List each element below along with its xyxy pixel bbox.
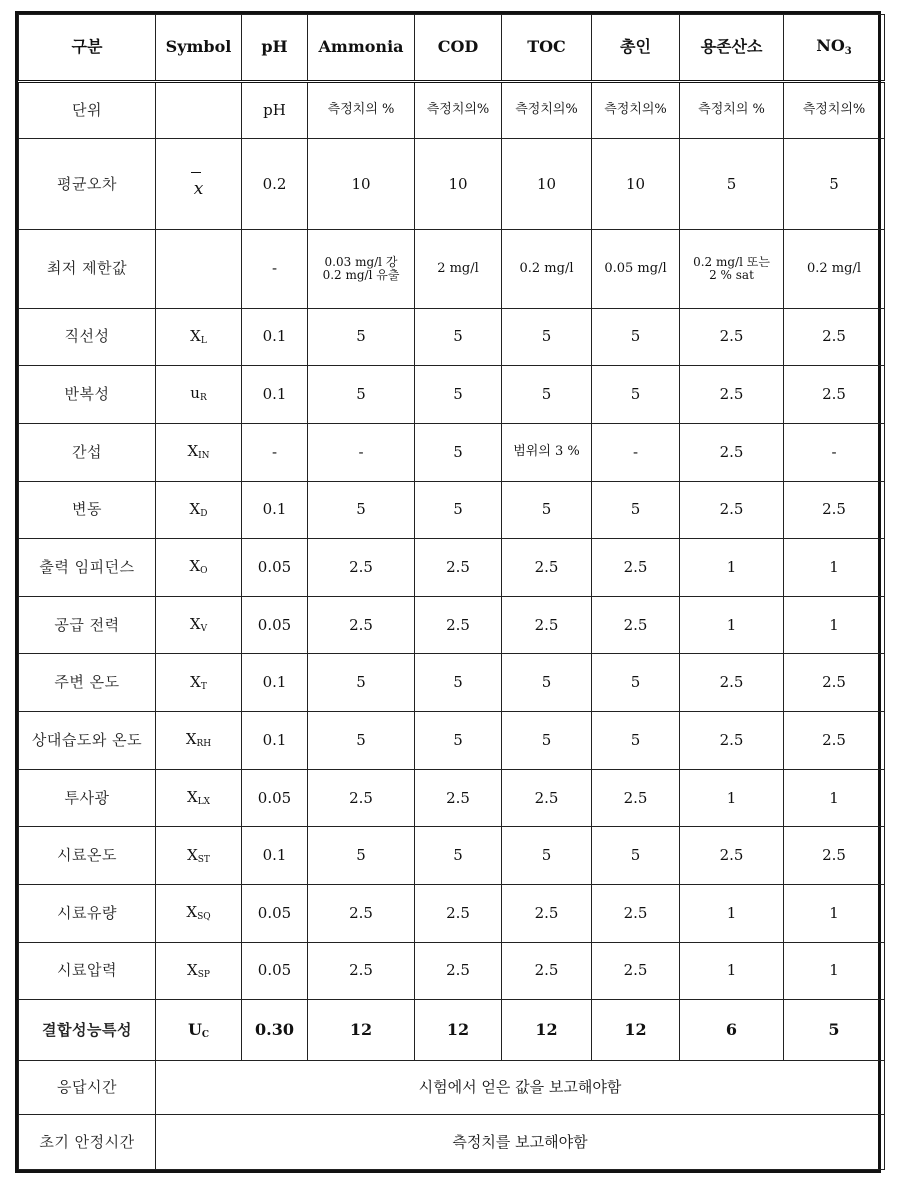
table-row	[19, 82, 885, 139]
row-label: 결합성능특성	[19, 1000, 156, 1061]
no3-cell: 1	[784, 769, 885, 827]
symbol-base: X	[185, 730, 197, 749]
table-row	[19, 769, 885, 827]
row-label: 투사광	[19, 769, 156, 827]
symbol-cell	[156, 139, 242, 230]
no3-cell: 2.5	[784, 654, 885, 712]
toc-cell: 2.5	[502, 885, 592, 943]
no3-cell: 1	[784, 942, 885, 1000]
total-p-cell: 5	[592, 481, 680, 539]
symbol-subscript: SP	[197, 969, 210, 980]
total-p-cell: -	[592, 423, 680, 481]
no3-cell: 2.5	[784, 366, 885, 424]
symbol-base: u	[190, 384, 200, 403]
do-cell: 측정치의 %	[680, 82, 784, 139]
do-cell: 1	[680, 539, 784, 597]
symbol-subscript: D	[200, 508, 208, 519]
symbol-base: X	[189, 614, 201, 633]
header-row	[19, 15, 885, 82]
ammonia-cell: 2.5	[308, 885, 415, 943]
toc-cell: 0.2 mg/l	[502, 230, 592, 308]
symbol-cell	[156, 366, 242, 424]
symbol-base: X	[190, 672, 201, 691]
symbol-cell	[156, 308, 242, 366]
header-cod: COD	[415, 15, 502, 82]
toc-cell: 2.5	[502, 596, 592, 654]
symbol-subscript: IN	[198, 451, 210, 462]
table-row	[19, 885, 885, 943]
total-p-cell: 0.05 mg/l	[592, 230, 680, 308]
do-line-1: 0.2 mg/l 또는	[693, 255, 770, 270]
total-p-cell: 2.5	[592, 596, 680, 654]
row-label: 시료온도	[19, 827, 156, 885]
cod-cell: 5	[415, 481, 502, 539]
ph-cell: 0.05	[242, 942, 308, 1000]
ph-cell: 0.1	[242, 654, 308, 712]
table-row	[19, 366, 885, 424]
total-p-cell: 5	[592, 712, 680, 770]
symbol-subscript: C	[201, 1029, 210, 1040]
cod-cell: 12	[415, 1000, 502, 1061]
table-row	[19, 539, 885, 597]
row-label: 변동	[19, 481, 156, 539]
no3-cell: -	[784, 423, 885, 481]
ammonia-cell: -	[308, 423, 415, 481]
ph-cell: 0.05	[242, 885, 308, 943]
symbol-cell	[156, 82, 242, 139]
header-symbol: Symbol	[156, 15, 242, 82]
ammonia-cell: 2.5	[308, 539, 415, 597]
table-row	[19, 139, 885, 230]
total-p-cell: 10	[592, 139, 680, 230]
cod-cell: 2.5	[415, 885, 502, 943]
ph-cell: 0.1	[242, 308, 308, 366]
no3-cell: 2.5	[784, 481, 885, 539]
ammonia-cell: 5	[308, 654, 415, 712]
do-cell: 2.5	[680, 827, 784, 885]
ph-cell: 0.05	[242, 539, 308, 597]
no3-cell: 5	[784, 139, 885, 230]
header-toc: TOC	[502, 15, 592, 82]
toc-cell: 5	[502, 366, 592, 424]
do-cell: 6	[680, 1000, 784, 1061]
total-p-cell: 2.5	[592, 885, 680, 943]
row-label: 공급 전력	[19, 596, 156, 654]
symbol-subscript: V	[200, 623, 208, 634]
ph-cell: 0.1	[242, 712, 308, 770]
row-label: 상대습도와 온도	[19, 712, 156, 770]
performance-table	[18, 14, 885, 1170]
no3-cell: 5	[784, 1000, 885, 1061]
toc-cell: 5	[502, 712, 592, 770]
symbol-cell	[156, 1000, 242, 1061]
ammonia-line-1: 0.03 mg/l 강	[324, 255, 398, 270]
no3-cell: 1	[784, 885, 885, 943]
response-time-row	[19, 1061, 885, 1115]
total-p-cell: 5	[592, 654, 680, 712]
symbol-subscript: ST	[197, 854, 210, 865]
toc-cell: 5	[502, 827, 592, 885]
do-cell: 1	[680, 942, 784, 1000]
row-label: 출력 임피던스	[19, 539, 156, 597]
do-cell: 2.5	[680, 308, 784, 366]
symbol-subscript: O	[200, 566, 208, 577]
do-cell: 2.5	[680, 481, 784, 539]
row-label: 단위	[19, 82, 156, 139]
row-label: 평균오차	[19, 139, 156, 230]
no3-base: NO	[816, 36, 845, 56]
cod-cell: 5	[415, 712, 502, 770]
symbol-cell	[156, 230, 242, 308]
toc-cell: 2.5	[502, 769, 592, 827]
row-label: 시료유량	[19, 885, 156, 943]
table-row	[19, 481, 885, 539]
toc-cell: 10	[502, 139, 592, 230]
ph-cell: 0.05	[242, 596, 308, 654]
header-ammonia: Ammonia	[308, 15, 415, 82]
symbol-base: X	[187, 442, 199, 461]
cod-cell: 10	[415, 139, 502, 230]
cod-cell: 5	[415, 423, 502, 481]
toc-cell: 5	[502, 654, 592, 712]
row-label: 초기 안정시간	[19, 1115, 156, 1170]
ph-cell: 0.30	[242, 1000, 308, 1061]
ph-cell: 0.1	[242, 827, 308, 885]
symbol-base: X	[189, 557, 201, 576]
total-p-cell: 측정치의%	[592, 82, 680, 139]
ph-cell: -	[242, 230, 308, 308]
symbol-cell	[156, 827, 242, 885]
do-cell: 2.5	[680, 366, 784, 424]
row-label: 응답시간	[19, 1061, 156, 1115]
cod-cell: 5	[415, 366, 502, 424]
ammonia-cell: 5	[308, 366, 415, 424]
symbol-subscript: RH	[196, 739, 212, 750]
table-row	[19, 654, 885, 712]
ammonia-cell: 2.5	[308, 942, 415, 1000]
symbol-base: X	[186, 903, 198, 922]
cod-cell: 2.5	[415, 539, 502, 597]
ammonia-cell: 측정치의 %	[308, 82, 415, 139]
symbol-cell	[156, 481, 242, 539]
symbol-base: X	[190, 326, 201, 345]
toc-cell: 측정치의%	[502, 82, 592, 139]
symbol-cell	[156, 654, 242, 712]
no3-cell: 2.5	[784, 827, 885, 885]
row-label: 시료압력	[19, 942, 156, 1000]
cod-cell: 2.5	[415, 596, 502, 654]
table-row	[19, 942, 885, 1000]
ph-cell: 0.1	[242, 366, 308, 424]
symbol-base: X	[189, 499, 201, 518]
cod-cell: 2.5	[415, 942, 502, 1000]
header-total-phosphorus: 총인	[592, 15, 680, 82]
no3-cell: 1	[784, 539, 885, 597]
symbol-cell	[156, 423, 242, 481]
toc-cell: 2.5	[502, 539, 592, 597]
cod-cell: 측정치의%	[415, 82, 502, 139]
symbol-subscript: T	[200, 681, 207, 692]
total-p-cell: 5	[592, 827, 680, 885]
cod-cell: 5	[415, 827, 502, 885]
do-cell: 2.5	[680, 654, 784, 712]
ammonia-cell	[308, 230, 415, 308]
no3-cell: 측정치의%	[784, 82, 885, 139]
ammonia-line-2: 0.2 mg/l 유출	[322, 268, 400, 283]
symbol-cell	[156, 712, 242, 770]
row-label: 주변 온도	[19, 654, 156, 712]
row-label: 반복성	[19, 366, 156, 424]
total-p-cell: 2.5	[592, 539, 680, 597]
ph-cell: -	[242, 423, 308, 481]
table-row	[19, 230, 885, 308]
table-row	[19, 712, 885, 770]
do-cell: 1	[680, 769, 784, 827]
total-p-cell: 12	[592, 1000, 680, 1061]
symbol-base: X	[186, 787, 198, 806]
symbol-cell	[156, 769, 242, 827]
ammonia-cell: 2.5	[308, 769, 415, 827]
no3-cell: 2.5	[784, 712, 885, 770]
cod-cell: 5	[415, 654, 502, 712]
performance-table-frame	[15, 11, 881, 1173]
ammonia-cell: 5	[308, 481, 415, 539]
do-cell: 2.5	[680, 712, 784, 770]
symbol-cell	[156, 539, 242, 597]
no3-cell: 0.2 mg/l	[784, 230, 885, 308]
symbol-base: U	[187, 1019, 202, 1039]
symbol-cell	[156, 942, 242, 1000]
response-time-text: 시험에서 얻은 값을 보고해야함	[156, 1061, 885, 1115]
total-p-cell: 5	[592, 308, 680, 366]
stabilization-time-row	[19, 1115, 885, 1170]
symbol-subscript: LX	[197, 796, 211, 807]
cod-cell: 2 mg/l	[415, 230, 502, 308]
ammonia-cell: 5	[308, 712, 415, 770]
ammonia-cell: 2.5	[308, 596, 415, 654]
do-cell: 2.5	[680, 423, 784, 481]
do-line-2: 2 % sat	[709, 268, 754, 283]
ph-cell: 0.1	[242, 481, 308, 539]
header-dissolved-oxygen: 용존산소	[680, 15, 784, 82]
row-label: 간섭	[19, 423, 156, 481]
do-cell	[680, 230, 784, 308]
x-bar-symbol: x	[194, 170, 204, 200]
table-row	[19, 596, 885, 654]
no3-cell: 1	[784, 596, 885, 654]
stabilization-time-text: 측정치를 보고해야함	[156, 1115, 885, 1170]
do-cell: 1	[680, 596, 784, 654]
row-label: 최저 제한값	[19, 230, 156, 308]
no3-subscript: 3	[844, 46, 852, 58]
header-ph: pH	[242, 15, 308, 82]
cod-cell: 5	[415, 308, 502, 366]
do-cell: 5	[680, 139, 784, 230]
row-label: 직선성	[19, 308, 156, 366]
table-row	[19, 827, 885, 885]
symbol-subscript: SQ	[197, 912, 211, 923]
header-category: 구분	[19, 15, 156, 82]
ammonia-cell: 12	[308, 1000, 415, 1061]
symbol-base: X	[187, 960, 198, 979]
toc-cell: 범위의 3 %	[502, 423, 592, 481]
total-p-cell: 5	[592, 366, 680, 424]
ammonia-cell: 5	[308, 827, 415, 885]
symbol-cell	[156, 596, 242, 654]
toc-cell: 5	[502, 308, 592, 366]
ph-cell: pH	[242, 82, 308, 139]
table-row	[19, 423, 885, 481]
symbol-subscript: R	[199, 393, 207, 404]
toc-cell: 5	[502, 481, 592, 539]
ammonia-cell: 10	[308, 139, 415, 230]
cod-cell: 2.5	[415, 769, 502, 827]
total-p-cell: 2.5	[592, 769, 680, 827]
total-p-cell: 2.5	[592, 942, 680, 1000]
header-no3	[784, 15, 885, 82]
no3-cell: 2.5	[784, 308, 885, 366]
symbol-subscript: L	[200, 335, 207, 346]
ph-cell: 0.2	[242, 139, 308, 230]
combined-performance-row	[19, 1000, 885, 1061]
ammonia-cell: 5	[308, 308, 415, 366]
toc-cell: 12	[502, 1000, 592, 1061]
do-cell: 1	[680, 885, 784, 943]
table-row	[19, 308, 885, 366]
symbol-base: X	[187, 845, 198, 864]
toc-cell: 2.5	[502, 942, 592, 1000]
ph-cell: 0.05	[242, 769, 308, 827]
symbol-cell	[156, 885, 242, 943]
